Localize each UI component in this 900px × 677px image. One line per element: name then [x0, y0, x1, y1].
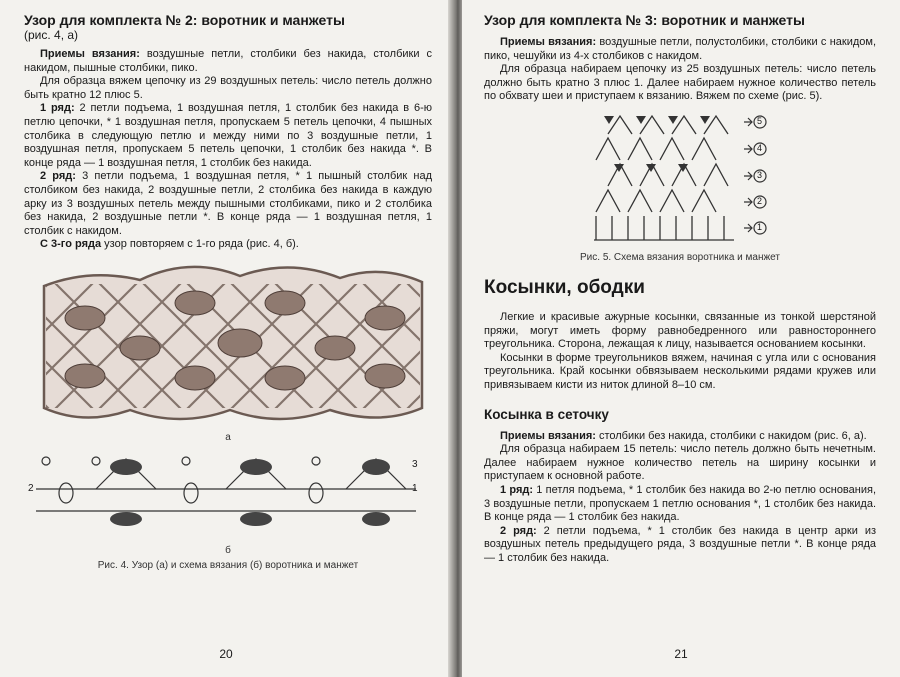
right-techniques	[484, 36, 876, 63]
label-row3: С 3-го ряда	[40, 238, 102, 251]
fig5-caption: Рис. 5. Схема вязания воротника и манжет	[580, 251, 780, 263]
left-subtitle: (рис. 4, а)	[24, 28, 79, 42]
q-row1-text: 1 петля подъема, * 1 столбик без накида во 2-ю петлю основания, 3 воздушные петли, пропускаем 1 петлю основания *, 1 столбик без накида. В конце ряда — 1 столбик без накида.	[484, 483, 877, 524]
row-label-3: 3	[412, 458, 418, 470]
fig4-caption: Рис. 4. Узор (а) и схема вязания (б) воротника и манжет	[97, 559, 359, 571]
q-row2-text: 2 петли подъема, * 1 столбик без накида в центр арки из воздушных петель предыдущего ряда, 3 воздушные петли *. В конце ряда — 1 столбик без накида.	[484, 524, 877, 564]
right-page	[462, 0, 900, 677]
left-techniques	[24, 48, 432, 75]
left-sample: Для образца вяжем цепочку из 29 воздушных петель: число петель должно быть кратно 12 плюс 5.	[24, 75, 432, 101]
row-label-1: 1	[412, 482, 418, 494]
right-title: Узор для комплекта № 3: воротник и манжеты	[484, 12, 805, 28]
techniques-right-text: воздушные петли, полустолбики, столбики с накидом, пико, чешуйки из 4-х столбиков с накидом.	[484, 36, 876, 62]
row3-text: узор повторяем с 1-го ряда (рис. 4, б).	[101, 238, 299, 251]
lace-pattern-illustration	[30, 258, 430, 430]
label-techniques-right: Приемы вязания:	[500, 36, 597, 48]
fig5-chart	[484, 112, 876, 252]
label-q-row1: 1 ряд:	[500, 483, 534, 496]
left-row1	[24, 102, 432, 170]
label-techniques: Приемы вязания:	[40, 48, 140, 60]
section-para-1: Легкие и красивые ажурные косынки, связанные из тонкой шерстяной пряжи, могут иметь форму равнобедренного или равностороннего треугольника. Сторона, лежащая к лицу, называется основанием косынки.	[484, 310, 876, 351]
label-q-row2: 2 ряд:	[500, 524, 537, 537]
techniques-text: воздушные петли, столбики без накида, столбики с накидом, пышные столбики, пико.	[24, 48, 432, 74]
label-q-techniques: Приемы вязания:	[500, 429, 596, 442]
left-title: Узор для комплекта № 2: воротник и манжеты	[24, 12, 345, 28]
page-number-left: 20	[219, 647, 233, 661]
page-number-right: 21	[674, 647, 688, 661]
fig5-row-1: 1	[757, 221, 763, 232]
fig4b-chart	[24, 449, 432, 545]
left-row2	[24, 170, 432, 238]
fig4b-label: б	[225, 544, 231, 556]
fig5-row-4: 4	[757, 142, 763, 153]
row-label-2: 2	[28, 482, 34, 494]
right-q-row2	[484, 525, 876, 566]
label-row1: 1 ряд:	[40, 102, 75, 115]
fig5-row-5: 5	[757, 115, 763, 126]
row2-text: 3 петли подъема, 1 воздушная петля, * 1 пышный столбик над столбиком без накида, 2 воздушные петли, 2 столбика без накида в каждую арку из 3 воздушных петель между пышными столбиками, пико и 2 столбика без накида, 2 воздушные петли *. В конце ряда — 1 воздушная петля, 1 столбик с накидом.	[24, 170, 433, 237]
right-q-techniques	[484, 430, 876, 444]
right-sample: Для образца набираем цепочку из 25 воздушных петель: число петель должно быть кратно 3 плюс 1. Далее набираем нужное количество петель по обхвату шеи и приступаем к вязанию. Вяжем по схеме (рис. 5).	[484, 63, 876, 103]
right-q-sample: Для образца набираем 15 петель: число петель должно быть нечетным. Далее набираем нужное количество петель на ширину косынки и приступаем к основной работе.	[484, 443, 876, 483]
fig4a-label: а	[225, 431, 231, 443]
fig5-row-3: 3	[757, 169, 763, 180]
subsection-heading: Косынка в сеточку	[484, 406, 609, 422]
row1-text: 2 петли подъема, 1 воздушная петля, 1 столбик без накида в 6-ю петлю цепочки, * 1 воздушная петля, пропускаем 5 петель цепочки, 4 пышных столбика в следующую петлю и между ними по 3 воздушные петли, 1 воздушная петля, пропускаем 5 петель цепочки, 1 столбик без накида *. В конце ряда — 1 воздушная петля, 1 столбик без накида.	[24, 102, 433, 169]
q-techniques-text: столбики без накида, столбики с накидом (рис. 6, а).	[595, 429, 867, 442]
left-row3	[24, 238, 432, 252]
section-heading: Косынки, ободки	[484, 276, 645, 298]
fig5-row-2: 2	[757, 195, 763, 206]
section-para-2: Косынки в форме треугольников вяжем, начиная с угла или с основания треугольника. Край косынки обвязываем несколькими рядами кружев или привязываем кисти из ниток длиной 8–10 см.	[484, 351, 876, 391]
label-row2: 2 ряд:	[40, 170, 76, 183]
right-q-row1	[484, 484, 876, 525]
